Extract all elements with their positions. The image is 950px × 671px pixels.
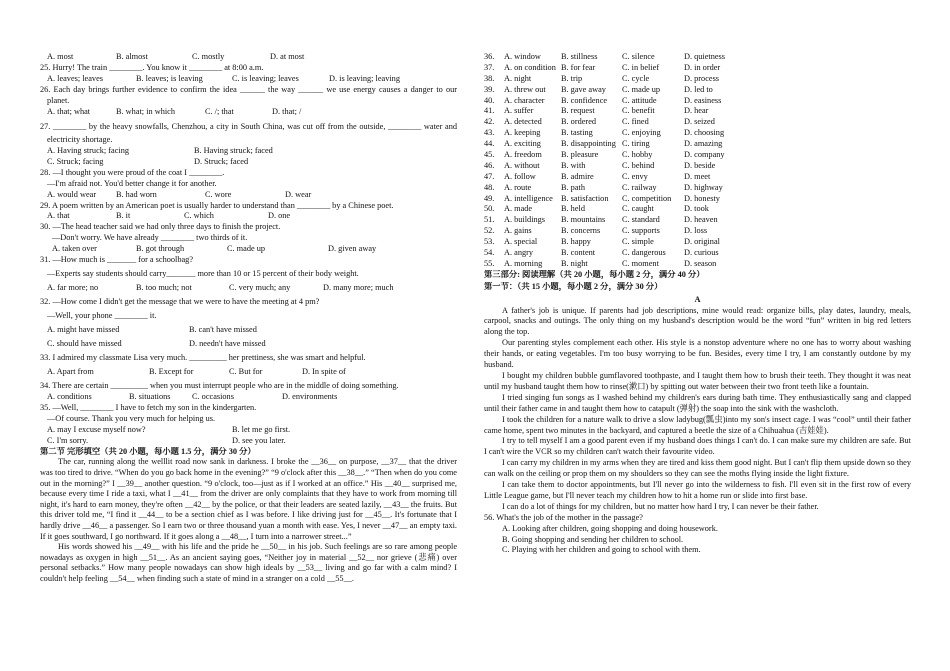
option: A. character (504, 95, 545, 105)
option: A. detected (504, 117, 542, 127)
option: D. company (684, 150, 725, 160)
option: D. amazing (684, 139, 723, 149)
q56-option: B. Going shopping and sending her children to school. (502, 534, 684, 544)
question-number: 37. (484, 62, 495, 72)
option: B. what; in which (116, 106, 175, 116)
question-number: 54. (484, 248, 495, 258)
option: A. most (47, 52, 74, 61)
option: D. easiness (684, 95, 722, 105)
option: D. highway (684, 182, 723, 192)
option: D. at most (270, 52, 305, 61)
question-31: 31. —How much is _______ for a schoolbag? (40, 255, 194, 265)
option: C. silence (622, 52, 655, 61)
option: C. envy (622, 171, 648, 181)
option: C. railway (622, 182, 657, 192)
option: B. stillness (561, 52, 598, 61)
option: A. may I excuse myself now? (47, 424, 146, 434)
option: C. /; that (205, 106, 234, 116)
option: B. confidence (561, 95, 608, 105)
question-25: 25. Hurry! The train ________. You know it ________ at 8:00 a.m. (40, 63, 264, 72)
option: C. caught (622, 204, 654, 214)
option: B. trip (561, 73, 583, 83)
option: B. Except for (149, 366, 194, 376)
option: A. taken over (52, 244, 97, 254)
option: C. occasions (192, 391, 234, 401)
option: A. without (504, 160, 540, 170)
option: D. process (684, 73, 720, 83)
option: D. wear (285, 189, 312, 199)
option-row (484, 248, 911, 259)
question-28-reply: —I'm afraid not. You'd better change it for another. (47, 178, 217, 188)
option: B. too much; not (136, 283, 192, 293)
option: A. intelligence (504, 193, 553, 203)
option: D. is leaving; leaving (329, 73, 400, 83)
option: D. environments (282, 391, 338, 401)
option: B. for fear (561, 62, 596, 72)
option-row (484, 194, 911, 205)
q28-options (40, 190, 457, 201)
option: A. might have missed (47, 324, 120, 334)
option-row (484, 117, 911, 128)
q27-options-row1 (40, 146, 457, 157)
passage-paragraph: I took the children for a nature walk to drive a slow ladybug(瓢虫)into my son's insect cage. I was “cool” until their father came home, spent two minutes in the backyard, and captured a beetle the size of a Chihuahua (吉娃娃). (484, 414, 911, 435)
option-row (484, 128, 911, 139)
option: B. happy (561, 237, 591, 247)
option: D. In spite of (302, 366, 346, 376)
question-number: 55. (484, 258, 495, 268)
question-number: 48. (484, 182, 495, 192)
option: C. made up (227, 244, 266, 254)
option: A. buildings (504, 215, 546, 225)
option: B. it (116, 211, 131, 221)
option-row (484, 106, 911, 117)
option: C. attitude (622, 95, 657, 105)
q35-options-row1 (40, 425, 457, 436)
question-number: 36. (484, 52, 495, 61)
option: C. fined (622, 117, 649, 127)
option: C. supports (622, 226, 660, 236)
option: B. had worn (116, 189, 157, 199)
q29-options (40, 211, 457, 222)
option-row (484, 63, 911, 74)
option: B. leaves; is leaving (136, 73, 203, 83)
option-row (484, 139, 911, 150)
option: A. follow (504, 171, 536, 181)
q56-option: A. Looking after children, going shopping and doing housework. (502, 523, 718, 533)
passage-a (484, 306, 911, 513)
option: A. suffer (504, 106, 534, 116)
option-row (484, 204, 911, 215)
option-row (484, 226, 911, 237)
option: C. mostly (192, 52, 225, 61)
option-row (484, 150, 911, 161)
question-number: 52. (484, 226, 495, 236)
q33-options (40, 367, 457, 378)
question-number: 39. (484, 84, 495, 94)
question-number: 40. (484, 95, 495, 105)
option: D. Struck; faced (194, 156, 249, 166)
question-number: 53. (484, 237, 495, 247)
section-heading-cloze: 第二节 完形填空（共 20 小题，每小题 1.5 分，满分 30 分） (40, 446, 256, 456)
question-number: 46. (484, 160, 495, 170)
question-number: 51. (484, 215, 495, 225)
question-32-reply: —Well, your phone ________ it. (47, 310, 157, 320)
option: C. cycle (622, 73, 650, 83)
option: B. situations (129, 391, 171, 401)
option: A. made (504, 204, 533, 214)
option-row (484, 96, 911, 107)
question-number: 41. (484, 106, 495, 116)
option: D. loss (684, 226, 708, 236)
option: D. seized (684, 117, 715, 127)
question-26: 26. Each day brings further evidence to confirm the idea ______ the way ______ we use energy causes a danger to our planet. (40, 84, 457, 105)
option: D. heaven (684, 215, 718, 225)
option: B. with (561, 160, 586, 170)
option: D. in order (684, 62, 721, 72)
q32-options-row2 (40, 339, 457, 350)
option: C. hobby (622, 150, 653, 160)
option: B. request (561, 106, 595, 116)
option: D. beside (684, 160, 716, 170)
passage-paragraph: I try to tell myself I am a good parent even if my husband does things I can't do. I can make sure my children are safe. But I can't wire the VCR so my children can't watch their favourite video. (484, 436, 911, 457)
question-number: 49. (484, 193, 495, 203)
option-row (484, 237, 911, 248)
option: B. pleasure (561, 150, 599, 160)
question-31-reply: —Experts say students should carry_______ more than 10 or 15 percent of their body weight. (47, 269, 359, 279)
option-row (484, 85, 911, 96)
option: A. angry (504, 248, 534, 258)
option: C. But for (229, 366, 263, 376)
option: C. benefit (622, 106, 655, 116)
option: D. needn't have missed (189, 338, 266, 348)
option-row (484, 172, 911, 183)
option: C. Struck; facing (47, 156, 104, 166)
option-row (484, 74, 911, 85)
part3-heading: 第三部分: 阅读理解（共 20 小题，每小题 2 分，满分 40 分） (484, 269, 705, 279)
option: B. satisfaction (561, 193, 609, 203)
option: B. gave away (561, 84, 606, 94)
option: B. can't have missed (189, 324, 257, 334)
q31-options (40, 283, 457, 294)
option: A. window (504, 52, 541, 61)
option: A. that; what (47, 106, 91, 116)
option: D. many more; much (323, 283, 394, 293)
option: D. that; / (272, 106, 302, 116)
option-row (484, 259, 911, 270)
option: D. took (684, 204, 709, 214)
option: B. let me go first. (232, 424, 291, 434)
option: D. choosing (684, 128, 725, 138)
option: A. that (47, 211, 70, 221)
question-30: 30. —The head teacher said we had only three days to finish the project. (40, 222, 281, 232)
option: B. held (561, 204, 585, 214)
option: C. made up (622, 84, 661, 94)
option: D. curious (684, 248, 719, 258)
option: B. mountains (561, 215, 606, 225)
left-column (40, 52, 457, 585)
option: C. behind (622, 160, 655, 170)
option: A. exciting (504, 139, 541, 149)
option: A. threw out (504, 84, 546, 94)
q24-options (40, 52, 457, 63)
passage-paragraph: I bought my children bubble gumflavored toothpaste, and I taught them how to brush their teeth. They thought it was neat until my husband taught them how to rinse(漱口) by spitting out water between their two front teeth like a fountain. (484, 370, 911, 391)
option-row (484, 183, 911, 194)
option: A. gains (504, 226, 532, 236)
option: D. honesty (684, 193, 720, 203)
option: B. tasting (561, 128, 593, 138)
option: C. competition (622, 193, 672, 203)
passage-paragraph: A father's job is unique. If parents had job descriptions, mine would read: organize bills, play dates, laundry, meals, carpool, snacks and outings. The only thing on my husband's description would be the word “fun” written in big red letters along the top. (484, 305, 911, 337)
question-32: 32. —How come I didn't get the message that we were to have the meeting at 4 pm? (40, 297, 320, 307)
option: C. which (184, 211, 214, 221)
option: A. morning (504, 258, 543, 268)
option: A. Having struck; facing (47, 145, 130, 155)
option: D. led to (684, 84, 713, 94)
cloze-options (484, 52, 911, 270)
option: D. quietness (684, 52, 726, 61)
question-number: 45. (484, 150, 495, 160)
option: C. moment (622, 258, 659, 268)
option: D. hear (684, 106, 709, 116)
option: A. on condition (504, 62, 556, 72)
question-56: 56. What's the job of the mother in the passage? (484, 512, 643, 522)
option: B. night (561, 258, 588, 268)
option: C. wore (205, 189, 232, 199)
option: A. special (504, 237, 538, 247)
passage-paragraph: I can do a lot of things for my children, but no matter how hard I try, I can never be their father. (502, 501, 819, 511)
option: A. leaves; leaves (47, 73, 103, 83)
option: B. almost (116, 52, 148, 61)
option: D. one (268, 211, 291, 221)
q25-options (40, 74, 457, 85)
option: C. very much; any (229, 283, 291, 293)
option: C. I'm sorry. (47, 435, 89, 445)
q26-options (40, 107, 457, 118)
q34-options (40, 392, 457, 403)
question-33: 33. I admired my classmate Lisa very much. _________ her prettiness, she was smart and helpful. (40, 352, 366, 362)
cloze-paragraph: The car, running along the welllit road now sank in darkness. I broke the __36__ on purpose, __37__ that the driver was too tired to drive. “When do you go back home in the evening?” “9 o'clock after this __38__.” “Then when do you come out in the morning?” I __39__ another question. “9 o'clock, too—just as if I worked at an office.” His __40__ surprised me, because every time I ride a taxi, what I __41__ from the driver are only complaints that they have to work from morning till night, it's hard to earn money, they're often __42__ by the police, or that their leaders are seated lazily, __43__ the fruits. But this driver told me, “I find it __44__ to be a section chief as I was before. I like driving just for __45__. It's fortunate that I hardly drive __46__ a passenger. So I earn two or three thousand yuan a month with ease. Yes, I never __47__ an empty taxi. If it goes southward, I go northward. If it goes along a __48__, I turn into a narrower street...” (40, 457, 457, 541)
q32-options-row1 (40, 325, 457, 336)
option: C. should have missed (47, 338, 122, 348)
question-number: 38. (484, 73, 495, 83)
passage-paragraph: I tried singing fun songs as I washed behind my children's ears during bath time. They enthusiastically sang and clapped until their father came in and taught them how to catapult (弹射) the soap into the sink with the washcloth. (484, 392, 911, 413)
option: C. simple (622, 237, 654, 247)
option: A. conditions (47, 391, 92, 401)
question-34: 34. There are certain _________ when you must interrupt people who are in the middle of doing something. (40, 380, 399, 390)
option: D. original (684, 237, 720, 247)
option: B. concerns (561, 226, 601, 236)
passage-paragraph: I can take them to doctor appointments, but I'll never go into the wilderness to fish. I'll even sit in the first row of every Little League game, but I'll never teach my children how to hit a home run or slide into first base. (484, 480, 911, 500)
option: A. far more; no (47, 283, 99, 293)
q27-options-row2 (40, 157, 457, 168)
option: D. given away (328, 244, 377, 254)
option: C. enjoying (622, 128, 661, 138)
q30-options (40, 244, 457, 255)
question-number: 47. (484, 171, 495, 181)
option: A. would wear (47, 189, 97, 199)
option: B. path (561, 182, 585, 192)
question-number: 43. (484, 128, 495, 138)
question-number: 44. (484, 139, 495, 149)
question-28: 28. —I thought you were proud of the coat I ________. (40, 167, 225, 177)
option-row (484, 161, 911, 172)
option: A. night (504, 73, 532, 83)
option: B. content (561, 248, 596, 258)
right-column (484, 52, 911, 556)
option: D. meet (684, 171, 711, 181)
option: A. route (504, 182, 532, 192)
question-35-reply: —Of course. Thank you very much for helping us. (47, 413, 216, 423)
passage-paragraph: I can carry my children in my arms when they are tired and kiss them good night. But I can't flip them upside down so they can walk on the ceiling or prop them on my shoulders so they can see the moths flying inside the light fixture. (484, 458, 911, 479)
question-27: 27. ________ by the heavy snowfalls, Chenzhou, a city in South China, was cut off from the outside, ________ water and electricity shortage. (40, 121, 457, 144)
option: A. keeping (504, 128, 541, 138)
q56-option: C. Playing with her children and going to school with them. (502, 545, 701, 555)
section1-heading: 第一节：（共 15 小题，每小题 2 分，满分 30 分） (484, 281, 663, 291)
option: B. Having struck; faced (194, 145, 273, 155)
question-number: 50. (484, 204, 495, 214)
option: C. in belief (622, 62, 660, 72)
option: C. is leaving; leaves (232, 73, 299, 83)
option: D. season (684, 258, 717, 268)
cloze-paragraph: His words showed his __49__ with his life and the pride he __50__ in his job. Such feelings are so rare among people nowadays as oxygen in high __51__. As an ancient saying goes, “Neither joy in material __52__ nor grieve (悲痛) over personal setbacks.” How many people nowadays can show high ideals by __53__ living and go far with a calm mind? I couldn't help feeling __54__ when finding such a state of mind in a stranger on a cold __55__. (40, 542, 457, 583)
option-row (484, 215, 911, 226)
question-number: 42. (484, 117, 495, 127)
option: C. standard (622, 215, 660, 225)
option: B. ordered (561, 117, 597, 127)
option: A. freedom (504, 150, 542, 160)
question-35: 35. —Well, ________ I have to fetch my son in the kindergarten. (40, 402, 257, 412)
passage-paragraph: Our parenting styles complement each other. His style is a nonstop adventure where no one has to worry about washing their hands, or eating vegetables. I'm too busy worrying to be fun. Besides, every time I try, I am constantly outdone by my husband. (484, 338, 911, 370)
option: A. Apart from (47, 366, 94, 376)
question-30-reply: —Don't worry. We have already ________ two thirds of it. (52, 233, 248, 243)
option: B. got through (136, 244, 185, 254)
q35-options-row2 (40, 436, 457, 447)
option: C. tiring (622, 139, 650, 149)
passage-title: A (694, 294, 701, 304)
question-29: 29. A poem written by an American poet is usually harder to understand than ________ by a Chinese poet. (40, 200, 394, 210)
option: C. dangerous (622, 248, 666, 258)
option: B. admire (561, 171, 594, 181)
option: B. disappointing (561, 139, 616, 149)
option: D. see you later. (232, 435, 286, 445)
option-row (484, 52, 911, 63)
